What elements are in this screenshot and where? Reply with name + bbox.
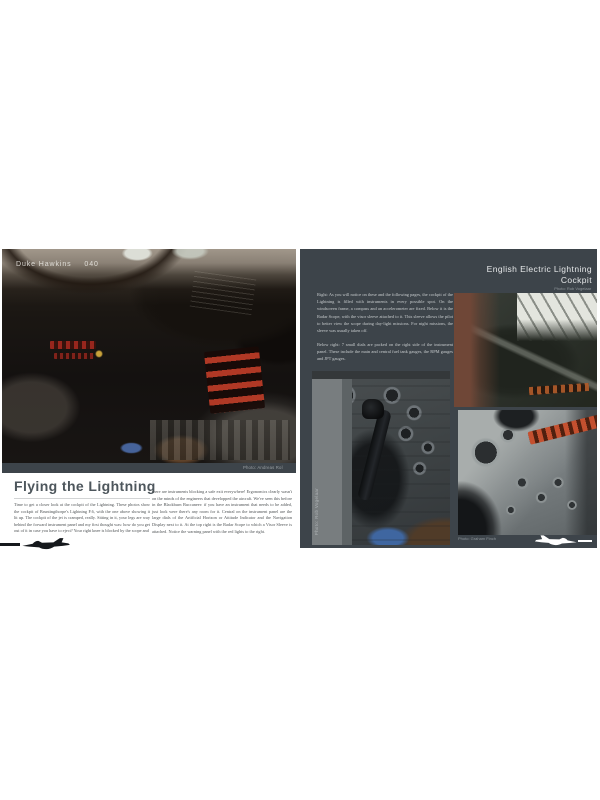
photo-credit-strip: [2, 463, 296, 473]
title-underline: [14, 498, 150, 499]
control-stick: [357, 409, 392, 501]
chapter-title-line2: Cockpit: [560, 274, 592, 285]
red-warning-lights-row: [50, 341, 96, 349]
caption-paragraph-1: Right: As you will notice on these and the following pages, the cockpit of the Lightning is filled with instruments in every possible spot. On the windscreen frame, a compass and an accelerometer are fixed. Below it is the Radar Scope, with the visor sleeve attached to it. This sleeve allows the pilot to better view the scope during day-light missions. For night missions, the sleeve was usually taken off.: [317, 292, 453, 334]
body-column-2: there are instruments blocking a safe exit everywhere! Ergonomics clearly wasn't on the minds of the engineers that developped the aircraft. We've seen this before in the Blackburn Buccaneer: if you have an instrument that needs to be added, just look were there's any room for it. Central on the instrument panel are the large dials of the Artificial Horizon or Attitude Indicator and the Navigation Display next to it. At the top right is the Radar Scope to which a Visor Sleeve is attached. Notice the warning panel with the red lights to the right.: [152, 489, 292, 534]
photo-credit-rotated: Photo: Rob Vogelaar: [314, 487, 319, 535]
left-page: [2, 249, 296, 548]
red-switch-bank: [204, 346, 265, 413]
chapter-title: [487, 264, 592, 285]
photo-credit: Photo: Graham Finch: [458, 536, 497, 542]
hangar-window-light: [517, 293, 597, 341]
cockpit-photo-control-column: [312, 371, 450, 545]
side-console: [150, 420, 290, 460]
red-warning-lights-row: [54, 353, 94, 359]
orange-switch-row: [529, 383, 589, 395]
photo-credit: Photo: Andreas Rol: [243, 465, 283, 471]
photo-credit: Photo: Rob Vogelaar: [554, 286, 591, 292]
page-title: Flying the Lightning: [14, 478, 156, 494]
jet-silhouette-icon: [22, 536, 72, 553]
series-header: [16, 261, 99, 268]
red-switch-guards: [527, 414, 597, 445]
stick-grip: [362, 399, 384, 419]
caption-paragraph-2: Below right: 7 small dials are packed on the right side of the instrument panel. These include the main and central fuel tank gauges, the RPM gauges and JPT gauges.: [317, 342, 453, 362]
issue-number: 040: [84, 261, 99, 268]
jet-silhouette-icon: [533, 534, 577, 548]
seat-stencil-text: [190, 271, 256, 315]
brand-name: Duke Hawkins: [16, 261, 72, 268]
body-column-1: Time to get a closer look at the cockpit of the Lightning. These photos show the cockpit of Bruntingthorpe's Lightning F.6, with the one above showing it lit up. The cockpit of the jet is cramped, really. Sitting in it, your legs are way behind the forward instrument panel and my first thought was: how do you get out of it in case you have to eject? Your right knee is blocked by the scope and: [14, 502, 150, 533]
cockpit-photo-main: [2, 249, 296, 463]
cockpit-photo-canopy: [454, 293, 597, 407]
chapter-title-line1: English Electric Lightning: [486, 264, 592, 274]
right-page: [300, 249, 597, 548]
footer-rule-left: [0, 543, 20, 546]
footer-rule-right: [578, 540, 592, 542]
cockpit-photo-right-panel: [458, 410, 597, 535]
